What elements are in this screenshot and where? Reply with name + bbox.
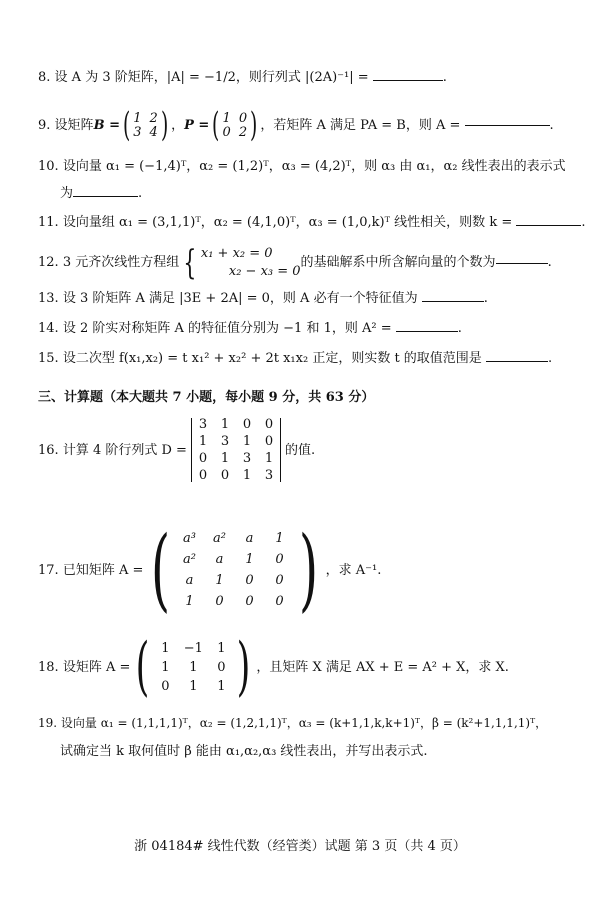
- matrix-b-label: B =: [93, 117, 120, 133]
- question-10: [38, 160, 566, 173]
- question-16: [38, 418, 315, 482]
- question-number: 15.: [38, 351, 59, 366]
- question-19-cont: 试确定当 k 取何值时 β 能由 α₁,α₂,α₃ 线性表出，并写出表示式.: [60, 744, 428, 759]
- question-9: 9. 设矩阵 B = ( 1 2 3 4 ) ， P = ( 1 0 0 2 ) ，若矩阵 A 满足 PA = B，则 A = .: [38, 105, 554, 145]
- answer-blank: [486, 360, 548, 362]
- question-pre: 已知矩阵 A =: [62, 562, 144, 578]
- question-13: 13. 设 3 阶矩阵 A 满足 |3E + 2A| = 0，则 A 必有一个特征值为 .: [38, 291, 488, 306]
- question-text: 设向量组 α₁ = (3,1,1)ᵀ，α₂ = (4,1,0)ᵀ，α₃ = (1,0,k)ᵀ 线性相关，则数 k =: [62, 215, 513, 230]
- equation-system: x₁ + x₂ = 0 x₂ − x₃ = 0: [200, 246, 301, 279]
- determinant-d: 3 1 0 0 1 3 1 0 0 1 3 1 0 0 1 3: [187, 418, 285, 482]
- brace: {: [183, 242, 197, 283]
- question-text: 设 3 阶矩阵 A 满足 |3E + 2A| = 0，则 A 必有一个特征值为: [62, 291, 418, 306]
- question-text: 设向量 α₁ = (−1,4)ᵀ，α₂ = (1,2)ᵀ，α₃ = (4,2)ᵀ，则 α₃ 由 α₁，α₂ 线性表出的表示式: [62, 159, 566, 174]
- matrix-p: ( 1 0 0 2 ): [212, 105, 258, 145]
- question-text: 设二次型 f(x₁,x₂) = t x₁² + x₂² + 2t x₁x₂ 正定，则实数 t 的取值范围是: [62, 351, 482, 366]
- matrix-p-label: P =: [184, 117, 210, 133]
- question-number: 16.: [38, 442, 59, 458]
- answer-blank: [373, 79, 443, 81]
- question-post: ，求 A⁻¹.: [325, 562, 382, 578]
- question-number: 14.: [38, 321, 59, 336]
- question-intro: 设矩阵: [54, 117, 94, 133]
- answer-blank: [465, 124, 550, 126]
- question-text: 设向量 α₁ = (1,1,1,1)ᵀ，α₂ = (1,2,1,1)ᵀ，α₃ = (k+1,1,k,k+1)ᵀ，β = (k²+1,1,1,1)ᵀ，: [60, 716, 548, 730]
- question-pre: 3 元齐次线性方程组: [62, 255, 180, 271]
- question-text: 设 A 为 3 阶矩阵，|A| = −1/2，则行列式 |(2A)⁻¹| =: [54, 70, 369, 85]
- section-title: 三、计算题（本大题共 7 小题，每小题 9 分，共 63 分）: [38, 390, 375, 405]
- question-19: [38, 717, 547, 729]
- page-footer: 浙 04184# 线性代数（经管类）试题 第 3 页（共 4 页）: [134, 839, 466, 854]
- answer-blank: [516, 224, 581, 226]
- question-18: [38, 630, 509, 704]
- matrix-a: ( a³ a² a 1 a² a 1 0 a 1 0 0 1 0 0 0 ): [151, 517, 318, 622]
- question-number: 17.: [38, 562, 59, 578]
- question-number: 9.: [38, 117, 51, 133]
- matrix-a: ( 1 −1 1 1 1 0 0 1 1 ): [135, 630, 251, 704]
- question-text: 设 2 阶实对称矩阵 A 的特征值分别为 −1 和 1，则 A² =: [62, 321, 392, 336]
- question-number: 13.: [38, 291, 59, 306]
- answer-blank: [496, 262, 548, 264]
- question-12: 12. 3 元齐次线性方程组 { x₁ + x₂ = 0 x₂ − x₃ = 0 的基础解系中所含解向量的个数为 .: [38, 242, 552, 283]
- matrix-b: ( 1 2 3 4 ): [122, 105, 169, 145]
- question-17: [38, 517, 382, 622]
- question-11: 11. 设向量组 α₁ = (3,1,1)ᵀ，α₂ = (4,1,0)ᵀ，α₃ = (1,0,k)ᵀ 线性相关，则数 k = .: [38, 215, 586, 230]
- answer-blank: [422, 300, 484, 302]
- question-text: ，若矩阵 A 满足 PA = B，则 A =: [260, 117, 461, 133]
- question-number: 12.: [38, 255, 59, 271]
- question-post: 的值.: [284, 442, 316, 458]
- question-post: ，且矩阵 X 满足 AX + E = A² + X，求 X.: [256, 659, 509, 675]
- question-number: 11.: [38, 215, 59, 230]
- question-pre: 计算 4 阶行列式 D =: [62, 442, 187, 458]
- question-number: 8.: [38, 70, 51, 85]
- question-8: 8. 设 A 为 3 阶矩阵，|A| = −1/2，则行列式 |(2A)⁻¹| = .: [38, 70, 447, 85]
- question-10-cont: 为 .: [60, 186, 143, 201]
- question-number: 19.: [38, 716, 58, 730]
- question-pre: 设矩阵 A =: [62, 659, 131, 675]
- answer-blank: [396, 330, 458, 332]
- question-post: 的基础解系中所含解向量的个数为: [300, 255, 496, 271]
- answer-blank: [73, 195, 138, 197]
- question-15: 15. 设二次型 f(x₁,x₂) = t x₁² + x₂² + 2t x₁x₂ 正定，则实数 t 的取值范围是 .: [38, 351, 553, 366]
- question-14: 14. 设 2 阶实对称矩阵 A 的特征值分别为 −1 和 1，则 A² = .: [38, 321, 462, 336]
- question-number: 10.: [38, 159, 59, 174]
- question-number: 18.: [38, 659, 59, 675]
